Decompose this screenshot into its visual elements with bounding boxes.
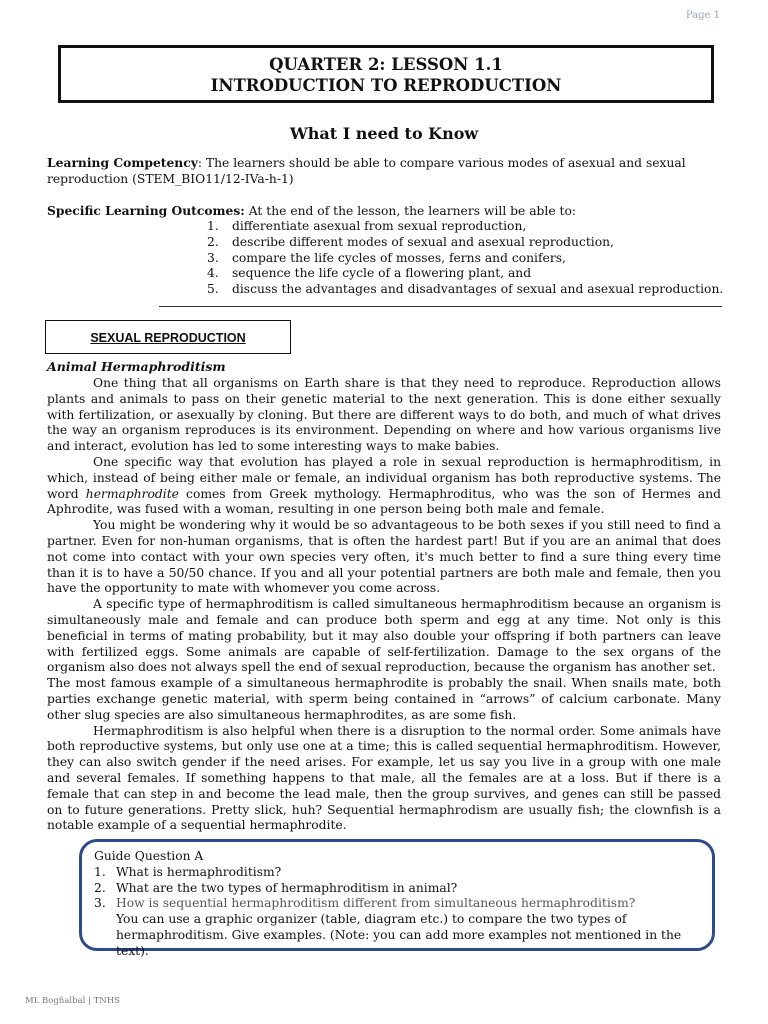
outcomes-list — [207, 219, 727, 298]
paragraph: Hermaphroditism is also helpful when there is a disruption to the normal order. Some animals have both reproductive systems, but only use one at a time; this is called sequential hermaphroditism. However, they can also switch gender if the need arises. For example, let us say you live in a group with one male and several females. If something happens to that male, all the females are at a loss. But if there is a female that can step in and become the lead male, then the group survives, and genes can still be passed on to future generations. Pretty slick, huh? Sequential hermaphrodism are usually fish; the clownfish is a notable example of a sequential hermaphrodite. — [47, 723, 721, 833]
guide-question-box — [79, 839, 715, 958]
lesson-title-line2: INTRODUCTION TO REPRODUCTION — [210, 76, 562, 95]
guide-question: 3. How is sequential hermaphroditism different from simultaneous hermaphroditism? — [94, 896, 636, 911]
paragraph: One thing that all organisms on Earth share is that they need to reproduce. Reproduction allows plants and animals to pass on their genetic material to the next generation. This is done either sexually with fertilization, or asexually by cloning. But there are different ways to do both, and much of what drives the way an organism reproduces is its environment. Depending on where and how various organisms live and interact, evolution has led to some interesting ways to make babies. — [47, 376, 721, 454]
divider — [159, 306, 722, 307]
guide-question: 1. What is hermaphroditism? — [94, 864, 282, 879]
page-number: Page 1 — [685, 10, 720, 21]
paragraph: You might be wondering why it would be so advantageous to be both sexes if you still need to find a partner. Even for non-human organisms, that is often the hardest part! But if you are an animal that does not come into contact with your own species very often, it's much better to find a sure thing every time than it is to have a 50/50 chance. If you and all your potential partners are both male and female, then you have the opportunity to mate with whomever you come across. — [47, 518, 721, 596]
term-hermaphrodite: hermaphrodite — [85, 486, 179, 501]
section-heading: What I need to Know — [289, 124, 479, 143]
paragraph: The most famous example of a simultaneous hermaphrodite is probably the snail. When snails mate, both parties exchange genetic material, with sperm being contained in “arrows” of calcium carbonate. Many other slug species are also simultaneous hermaphrodites, as are some fish. — [47, 676, 721, 722]
lesson-title-line1: QUARTER 2: LESSON 1.1 — [269, 55, 503, 74]
guide-title: Guide Question A — [94, 849, 204, 863]
competency-label: Learning Competency — [47, 155, 198, 170]
guide-question: 2. What are the two types of hermaphroditism in animal? — [94, 880, 458, 895]
list-item: 3. compare the life cycles of mosses, ferns and conifers, — [207, 250, 566, 265]
outcomes-intro: At the end of the lesson, the learners will be able to: — [244, 204, 577, 218]
list-item: 1. differentiate asexual from sexual reproduction, — [207, 219, 527, 233]
learning-competency — [47, 155, 719, 188]
sexual-reproduction-heading: SEXUAL REPRODUCTION — [45, 320, 291, 354]
lesson-title-box — [58, 45, 714, 103]
footer: ML Bogñalbal | TNHS — [25, 996, 120, 1006]
outcomes-label: Specific Learning Outcomes: — [47, 203, 245, 218]
article-body — [47, 376, 721, 834]
paragraph: A specific type of hermaphroditism is called simultaneous hermaphroditism because an organism is simultaneously male and female and can produce both sperm and egg at any time. Not only is this beneficial in terms of mating probability, but it may also double your offspring if both partners can leave with fertilized eggs. Some animals are capable of self-fertilization. Damage to the sex organs of the organism also does not always spell the end of sexual reproduction, because the organism has another set. — [47, 597, 721, 675]
list-item: 4. sequence the life cycle of a flowering plant, and — [207, 266, 532, 281]
outcomes-header — [47, 203, 737, 220]
competency-text: : The learners should be able to compare various modes of asexual and sexual reproduction (STEM_BIO11/12-IVa-h-1) — [47, 156, 686, 186]
list-item: 5. discuss the advantages and disadvantages of sexual and asexual reproduction. — [207, 282, 724, 297]
list-item: 2. describe different modes of sexual and asexual reproduction, — [207, 234, 614, 249]
guide-note: You can use a graphic organizer (table, diagram etc.) to compare the two types of hermaphroditism. Give examples. (Note: you can add more examples not mentioned in the text). — [116, 912, 682, 958]
subheading: Animal Hermaphroditism — [47, 359, 226, 374]
paragraph: One specific way that evolution has played a role in sexual reproduction is hermaphroditism, in which, instead of being either male or female, an individual organism has both reproductive systems. The word hermaphrodite comes from Greek mythology. Hermaphroditus, who was the son of Hermes and Aphrodite, was fused with a woman, resulting in one person being both male and female. — [47, 454, 721, 517]
